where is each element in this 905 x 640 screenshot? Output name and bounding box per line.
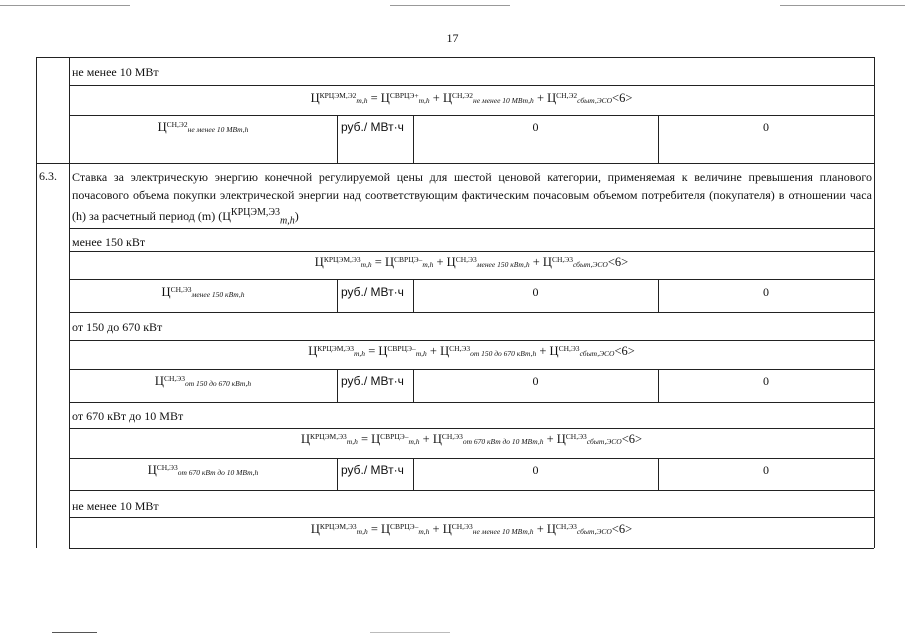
footnote-ref: <6> [607,255,629,269]
table-rule [69,340,874,341]
variable-superscript: СВРЦЭ– [387,343,416,353]
category-label: не менее 10 МВт [72,499,159,513]
table-rule [413,369,414,402]
table-rule [69,279,874,280]
plus-sign: + [429,522,443,536]
variable-subscript [188,125,249,134]
table-rule [69,369,874,370]
top-scan-line [780,5,905,6]
section-description-text: ) [294,209,299,223]
tariff-symbol: Ц [440,344,450,358]
variable-subscript-text: от 670 кВт до 10 МВт,h [177,468,259,478]
value-cell: 0 [532,120,539,134]
variable-superscript: КРЦЭМ,Э3 [319,521,357,531]
footnote-ref: <6> [621,432,643,446]
price-formula [69,432,874,447]
value-cell: 0 [763,374,769,388]
component-variable [69,120,337,135]
top-scan-line [390,5,510,6]
variable-superscript: СН,Э2 [166,119,188,129]
bottom-scan-line [52,632,97,633]
variable-superscript: КРЦЭМ,Э3 [230,207,280,218]
top-scan-line [0,5,130,6]
plus-sign: + [533,522,547,536]
variable-superscript: СН,Э3 [441,431,463,441]
variable-subscript-text: m,h [415,349,427,359]
variable-subscript [178,468,259,477]
variable-superscript: СВРЦЭ– [380,431,409,441]
tariff-symbol: Ц [442,522,452,536]
variable-subscript [422,260,433,269]
variable-subscript [354,349,365,358]
footnote-ref: <6> [611,522,633,536]
equals-sign: = [371,255,385,269]
table-rule [413,115,414,163]
price-formula [69,522,874,537]
tariff-symbol: Ц [310,91,320,105]
unit-cell: руб./ МВт·ч [341,120,404,134]
variable-superscript: КРЦЭМ,Э3 [309,431,347,441]
tariff-symbol: Ц [446,255,456,269]
tariff-symbol: Ц [314,255,324,269]
variable-subscript [419,96,430,105]
table-rule [658,115,659,163]
table-rule [658,458,659,490]
variable-subscript [470,349,536,358]
variable-superscript: КРЦЭМ,Э2 [319,90,357,100]
variable-subscript-text: сбыт,ЭСО [576,527,612,537]
variable-subscript [192,290,245,299]
component-variable [69,463,337,478]
section-description-text: Ставка за электрическую энергию конечной регулируемой цены для шестой ценовой категории, применяемая к величине превышения планового почасового объема покупки электрической энергии над соответствующим фактическим почасовым объемом потребителя (покупателя) в отношении часа (h) за расчетный период (m) ( [72,170,872,223]
table-rule [69,548,874,549]
table-rule [413,279,414,312]
tariff-symbol: Ц [147,463,157,477]
variable-subscript-text: m,h [408,437,420,447]
tariff-symbol: Ц [371,432,381,446]
variable-subscript [580,349,615,358]
plus-sign: + [543,432,557,446]
table-rule [337,115,338,163]
unit-cell: руб./ МВт·ч [341,285,404,299]
plus-sign: + [429,91,443,105]
variable-subscript [473,527,534,536]
variable-subscript-text: m,h [279,215,295,227]
table-rule [69,228,874,229]
variable-subscript [473,96,534,105]
category-label: менее 150 кВт [72,235,146,249]
section-description [72,168,872,230]
variable-subscript-text: сбыт,ЭСО [572,260,608,270]
component-variable [69,285,337,300]
category-label: от 150 до 670 кВт [72,320,163,334]
table-rule [69,57,70,548]
equals-sign: = [365,344,379,358]
equals-sign: = [367,522,382,536]
variable-subscript-text: от 670 кВт до 10 МВт,h [462,437,544,447]
equals-sign: = [357,432,372,446]
variable-superscript: СН,Э3 [555,521,577,531]
variable-subscript [587,437,622,446]
unit-cell: руб./ МВт·ч [341,374,404,388]
value-cell: 0 [763,285,769,299]
variable-superscript: СН,Э3 [156,462,178,472]
variable-superscript: СН,Э2 [556,90,578,100]
table-rule [36,163,874,164]
tariff-symbol: Ц [308,344,318,358]
variable-subscript [577,96,612,105]
table-rule [337,458,338,490]
variable-subscript [347,437,358,446]
unit-cell: руб./ МВт·ч [341,463,404,477]
tariff-symbol: Ц [380,91,390,105]
table-rule [69,85,874,86]
price-formula [69,255,874,270]
variable-superscript: СН,Э2 [451,90,473,100]
component-variable [69,374,337,389]
section-number: 6.3. [39,169,57,183]
tariff-symbol: Ц [556,432,566,446]
table-rule [36,57,37,548]
variable-subscript-text: m,h [356,96,368,106]
table-rule [69,251,874,252]
variable-subscript-text: сбыт,ЭСО [586,437,622,447]
variable-subscript-text: m,h [360,260,372,270]
tariff-symbol: Ц [300,432,310,446]
table-rule [69,517,874,518]
variable-superscript: СВРЦЭ– [394,254,423,264]
table-rule [69,312,874,313]
tariff-symbol: Ц [157,120,167,134]
table-rule [69,490,874,491]
variable-superscript: СВРЦЭ+ [389,90,419,100]
table-rule [337,369,338,402]
category-label: от 670 кВт до 10 МВт [72,409,184,423]
table-rule [337,279,338,312]
tariff-symbol: Ц [222,209,231,223]
price-formula [69,344,874,359]
footnote-ref: <6> [612,91,633,105]
tariff-symbol: Ц [542,255,552,269]
variable-subscript [573,260,608,269]
tariff-symbol: Ц [310,522,320,536]
value-cell: 0 [532,374,539,388]
tariff-symbol: Ц [384,255,395,269]
variable-subscript-text: не менее 10 МВт,h [472,96,534,106]
plus-sign: + [426,344,441,358]
variable-subscript-text: m,h [422,260,434,270]
tariff-symbol: Ц [381,522,391,536]
table-rule [658,279,659,312]
table-rule [658,369,659,402]
tariff-symbol: Ц [378,344,388,358]
tariff-symbol: Ц [154,374,164,388]
tariff-symbol: Ц [549,344,559,358]
variable-superscript: СН,Э3 [449,343,471,353]
variable-superscript: СН,Э3 [558,343,580,353]
variable-subscript-text: менее 150 кВт,h [191,290,245,300]
variable-subscript-text: от 150 до 670 кВт,h [470,349,537,359]
variable-subscript [577,527,612,536]
variable-subscript [280,215,295,226]
plus-sign: + [536,344,550,358]
variable-subscript-text: m,h [354,349,366,359]
variable-subscript [357,527,368,536]
tariff-symbol: Ц [161,285,171,299]
table-rule [413,458,414,490]
table-rule [69,458,874,459]
variable-superscript: КРЦЭМ,Э3 [323,254,361,264]
variable-superscript: СН,Э3 [551,254,573,264]
variable-superscript: СН,Э3 [565,431,587,441]
variable-superscript: СВРЦЭ– [390,521,419,531]
variable-subscript-text: от 150 до 670 кВт,h [184,379,252,389]
variable-subscript [408,437,419,446]
tariff-symbol: Ц [547,91,557,105]
table-rule [69,402,874,403]
variable-subscript-text: m,h [356,527,368,537]
variable-subscript [477,260,530,269]
price-formula [69,91,874,106]
table-rule [36,57,874,58]
variable-subscript [463,437,544,446]
variable-subscript-text: менее 150 кВт,h [476,260,530,270]
bottom-scan-line [370,632,450,633]
value-cell: 0 [763,463,769,477]
variable-subscript-text: m,h [346,437,358,447]
tariff-symbol: Ц [432,432,442,446]
variable-superscript: СН,Э3 [163,373,185,383]
equals-sign: = [367,91,381,105]
variable-superscript: СН,Э3 [451,521,473,531]
value-cell: 0 [763,120,769,134]
table-rule [874,57,875,548]
variable-subscript-text: сбыт,ЭСО [579,349,615,359]
variable-subscript-text: m,h [418,96,430,106]
plus-sign: + [533,91,548,105]
category-label: не менее 10 МВт [72,65,159,79]
variable-subscript [185,379,251,388]
variable-superscript: СН,Э3 [455,254,477,264]
page-number: 17 [446,31,459,45]
variable-subscript-text: сбыт,ЭСО [577,96,613,106]
variable-superscript: СН,Э3 [170,284,192,294]
table-rule [69,115,874,116]
variable-subscript [361,260,372,269]
variable-subscript-text: не менее 10 МВт,h [472,527,534,537]
variable-superscript: КРЦЭМ,Э3 [317,343,355,353]
footnote-ref: <6> [614,344,635,358]
plus-sign: + [433,255,447,269]
tariff-symbol: Ц [546,522,556,536]
variable-subscript [418,527,429,536]
variable-subscript [416,349,427,358]
value-cell: 0 [532,463,539,477]
tariff-symbol: Ц [442,91,452,105]
table-rule [69,428,874,429]
variable-subscript-text: не менее 10 МВт,h [187,125,249,135]
value-cell: 0 [532,285,539,299]
plus-sign: + [529,255,543,269]
variable-subscript-text: m,h [418,527,430,537]
plus-sign: + [419,432,433,446]
variable-subscript [356,96,367,105]
